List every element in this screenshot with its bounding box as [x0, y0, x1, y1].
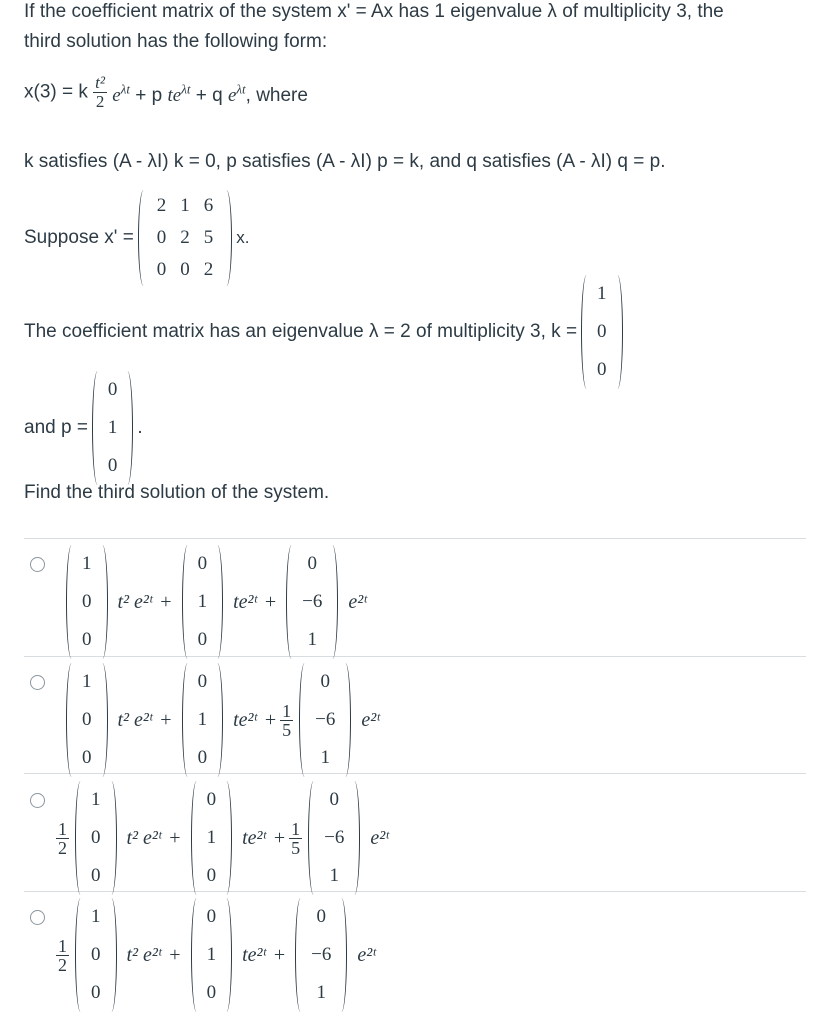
- plus-sign: +: [264, 708, 277, 731]
- matrix-cell: 2: [203, 259, 214, 280]
- plus-sign: +: [169, 826, 181, 849]
- formula-exp-1: $e^{\lambda t}$: [112, 81, 130, 106]
- plus-sign: +: [264, 590, 277, 613]
- option-term: t² e²ᵗ: [117, 590, 153, 613]
- answer-radio-2[interactable]: [30, 675, 45, 690]
- vector-entry: −6: [302, 591, 323, 612]
- vector-entry: 1: [107, 417, 118, 438]
- task-line: Find the third solution of the system.: [24, 482, 330, 503]
- option-vector: [308, 781, 360, 895]
- option-vector: [191, 898, 233, 1012]
- answer-radio-3[interactable]: [30, 793, 45, 808]
- intro-line-2: third solution has the following form:: [24, 31, 328, 52]
- formula-fraction: [93, 74, 107, 111]
- formula-lhs: x(3) = k: [24, 81, 88, 103]
- matrix-cell: 2: [156, 195, 167, 216]
- vector-entry: 1: [316, 982, 327, 1003]
- vector-entry: 0: [91, 865, 101, 886]
- option-term: t² e²ᵗ: [126, 826, 162, 849]
- vector-entry: 0: [82, 709, 92, 730]
- option-term: te²ᵗ: [242, 826, 266, 849]
- option-term: t² e²ᵗ: [126, 943, 162, 966]
- option-coefficient: $\frac{1}{5}$: [282, 700, 292, 740]
- suppose-line: [24, 188, 250, 288]
- option-term: e²ᵗ: [348, 590, 367, 613]
- vector-entry: 0: [597, 321, 607, 342]
- vector-entry: 1: [197, 709, 208, 730]
- p-suffix: .: [137, 417, 143, 438]
- answer-option-4[interactable]: [56, 898, 380, 1012]
- answer-option-3[interactable]: [56, 781, 393, 895]
- vector-entry: 0: [107, 455, 118, 476]
- formula-p-term: + p $te^{\lambda t}$: [135, 81, 191, 106]
- option-term: e²ᵗ: [361, 708, 380, 731]
- suppose-label: Suppose x' =: [24, 227, 134, 248]
- answer-radio-4[interactable]: [30, 910, 45, 925]
- option-term: e²ᵗ: [370, 826, 389, 849]
- matrix-cell: 6: [203, 195, 214, 216]
- vector-entry: 0: [320, 671, 331, 692]
- vector-entry: 1: [597, 283, 607, 304]
- option-vector: [295, 898, 347, 1012]
- vector-entry: 1: [320, 747, 331, 768]
- vector-entry: −6: [315, 709, 336, 730]
- matrix-cell: 5: [203, 227, 214, 248]
- vector-entry: 0: [197, 629, 208, 650]
- vector-entry: 0: [307, 553, 318, 574]
- vector-entry: 1: [91, 906, 101, 927]
- vector-entry: −6: [324, 827, 345, 848]
- formula-q-term: + q $e^{\lambda t}$, where: [195, 81, 308, 106]
- solution-form-formula: [24, 74, 308, 134]
- option-coefficient: $\frac{1}{2}$: [58, 818, 67, 858]
- vector-entry: 0: [206, 865, 217, 886]
- fraction-numerator: t²: [95, 73, 105, 92]
- option-coefficient: $\frac{1}{5}$: [291, 818, 301, 858]
- fraction-denominator: 2: [95, 92, 105, 111]
- vector-entry: 0: [91, 982, 101, 1003]
- option-vector: [75, 781, 117, 895]
- vector-entry: −6: [311, 944, 332, 965]
- plus-sign: +: [273, 826, 286, 849]
- eigenvalue-text: The coefficient matrix has an eigenvalue λ = 2 of multiplicity 3, k =: [24, 321, 578, 342]
- matrix-cell: 0: [156, 259, 167, 280]
- vector-entry: 1: [307, 629, 318, 650]
- vector-entry: 0: [197, 553, 208, 574]
- option-vector: [66, 663, 108, 777]
- vector-entry: 0: [197, 747, 208, 768]
- plus-sign: +: [273, 943, 286, 966]
- intro-line-1: If the coefficient matrix of the system x' = Ax has 1 eigenvalue λ of multiplicity 3, the: [24, 1, 724, 22]
- vector-entry: 0: [91, 944, 101, 965]
- vector-entry: 0: [91, 827, 101, 848]
- option-term: te²ᵗ: [233, 590, 257, 613]
- answer-option-2[interactable]: [60, 663, 384, 777]
- matrix-cell: 0: [156, 227, 167, 248]
- vector-entry: 0: [316, 906, 327, 927]
- vector-entry: 0: [82, 591, 92, 612]
- option-vector: [75, 898, 117, 1012]
- matrix-cell: 0: [180, 259, 190, 280]
- coefficient-matrix: [138, 190, 233, 286]
- vector-entry: 0: [82, 629, 92, 650]
- matrix-cell: 1: [180, 195, 190, 216]
- vector-entry: 1: [197, 591, 208, 612]
- p-line: [24, 378, 143, 478]
- plus-sign: +: [160, 708, 172, 731]
- answer-option-1[interactable]: [60, 545, 371, 659]
- p-vector: [92, 371, 134, 485]
- option-vector: [299, 663, 351, 777]
- vector-entry: 0: [206, 982, 217, 1003]
- option-term: t² e²ᵗ: [117, 708, 153, 731]
- conditions-line: k satisfies (A - λI) k = 0, p satisfies (A - λI) p = k, and q satisfies (A - λI) q = p.: [24, 151, 666, 172]
- vector-entry: 1: [206, 944, 217, 965]
- vector-entry: 0: [107, 379, 118, 400]
- option-vector: [182, 545, 224, 659]
- answer-radio-1[interactable]: [30, 557, 45, 572]
- option-term: te²ᵗ: [242, 943, 266, 966]
- option-vector: [286, 545, 338, 659]
- k-vector: [581, 275, 623, 389]
- vector-entry: 0: [82, 747, 92, 768]
- option-vector: [182, 663, 224, 777]
- option-term: e²ᵗ: [357, 943, 376, 966]
- vector-entry: 1: [329, 865, 340, 886]
- option-vector: [66, 545, 108, 659]
- option-divider: [24, 538, 806, 539]
- vector-entry: 0: [206, 906, 217, 927]
- matrix-cell: 2: [180, 227, 190, 248]
- vector-entry: 0: [329, 789, 340, 810]
- vector-entry: 1: [206, 827, 217, 848]
- p-label: and p =: [24, 417, 88, 438]
- option-vector: [191, 781, 233, 895]
- suppose-suffix: x.: [236, 228, 250, 247]
- vector-entry: 1: [91, 789, 101, 810]
- vector-entry: 1: [82, 553, 92, 574]
- vector-entry: 0: [206, 789, 217, 810]
- plus-sign: +: [169, 943, 181, 966]
- plus-sign: +: [160, 590, 172, 613]
- option-coefficient: $\frac{1}{2}$: [58, 935, 67, 975]
- vector-entry: 0: [197, 671, 208, 692]
- vector-entry: 0: [597, 359, 607, 380]
- vector-entry: 1: [82, 671, 92, 692]
- eigenvalue-line: [24, 282, 623, 382]
- option-term: te²ᵗ: [233, 708, 257, 731]
